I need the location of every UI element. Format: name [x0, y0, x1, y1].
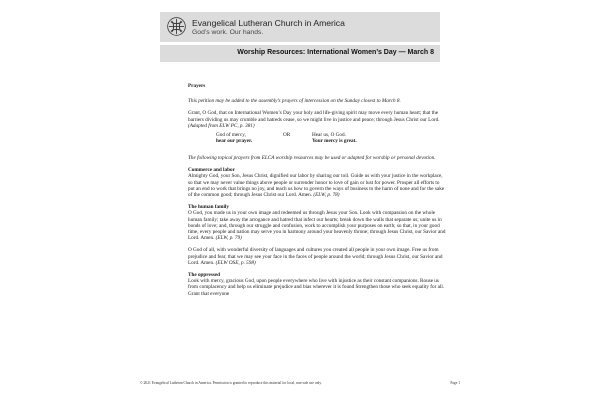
footer-page-number: Page 1: [450, 381, 460, 385]
response-right: [312, 132, 357, 144]
response-left: [216, 132, 252, 144]
petition-text: Grant, O God, that on International Women’s Day your holy and life-giving spirit may move every human heart; that the barriers dividing us may crumble and hatreds cease, so we might live in justice and peace; through Jesus Christ our Lord.: [188, 110, 440, 123]
footer: [140, 381, 460, 385]
response-or: OR: [283, 132, 291, 139]
petition-ref: (Adapted from ELW PC, p. 381): [188, 122, 255, 129]
intro-topical: The following topical prayers from ELCA worship resources may be used or adapted for worship or personal devotion.: [188, 155, 436, 162]
response-right-line2: Your mercy is great.: [312, 138, 357, 145]
human-family-ref-2: (ELW OSE, p. 598): [215, 259, 256, 266]
page-title: Worship Resources: International Women’s Day — March 8: [237, 49, 434, 56]
footer-copyright: © 2021 Evangelical Lutheran Church in America. Permission is granted to reproduce this material for local, non-sale use only.: [140, 381, 322, 385]
elca-cross-logo-icon: [167, 17, 186, 36]
human-family-text: O God, you made us in your own image and redeemed us through Jesus your Son. Look with compassion on the whole human family; take away the arrogance and hatred that infect our hearts; break down the walls that separate us; unite us in bonds of love; and, through our struggle and confusion, work to accomplish your purposes on earth; so that, in your good time, every people and nation may serve you in harmony around your heavenly throne; through Jesus Christ, our Savior and Lord. Amen.: [188, 210, 446, 242]
human-family-heading: The human family: [188, 204, 229, 211]
title-bar: [160, 45, 440, 62]
human-family-text-2: O God of all, with wonderful diversity of languages and cultures you created all people in your own image. Free us from prejudice and fear, that we may see your face in the faces of people around the world; through Jesus Christ, our Savior and Lord. Amen.: [188, 247, 443, 266]
org-name: Evangelical Lutheran Church in America: [192, 18, 345, 28]
commerce-heading: Commerce and labor: [188, 167, 235, 174]
document-body: [188, 83, 446, 297]
response-left-line1: God of mercy,: [216, 132, 246, 139]
response-left-line2: hear our prayer.: [216, 138, 253, 145]
tagline: God’s work. Our hands.: [192, 29, 264, 36]
commerce-text: Almighty God, your Son, Jesus Christ, dignified our labor by sharing our toil. Guide us with your justice in the workplace, so that we may never value things above people or surrender honor to love of gain or lust for power. Prosper all efforts to put an end to work that brings no joy, and teach us how to govern the ways of business to the harm of none and for the sake of the common good; through Jesus Christ our Lord. Amen.: [188, 173, 445, 199]
commerce-ref: (ELW, p. 78): [313, 192, 340, 199]
response-right-line1: Hear us, O God.: [312, 132, 346, 139]
response-block: [188, 132, 446, 146]
section-heading: Prayers: [188, 83, 206, 89]
commerce-paragraph: [188, 173, 446, 198]
human-family-ref: (ELW, p. 79): [215, 235, 242, 242]
petition-paragraph: [188, 110, 446, 129]
header-band: [160, 12, 440, 42]
oppressed-heading: The oppressed: [188, 272, 221, 279]
human-family-paragraph: [188, 210, 446, 241]
human-family-paragraph-2: [188, 247, 446, 266]
intro-petition: This petition may be added to the assembly’s prayers of intercession on the Sunday closest to March 8.: [188, 98, 401, 105]
oppressed-text: Look with mercy, gracious God, upon people everywhere who live with injustice as their constant companions. Rouse us from complacency and help us eliminate prejudice and bias wherever it is found Strengthen those who seek equality for all. Grant that everyone: [188, 278, 445, 297]
